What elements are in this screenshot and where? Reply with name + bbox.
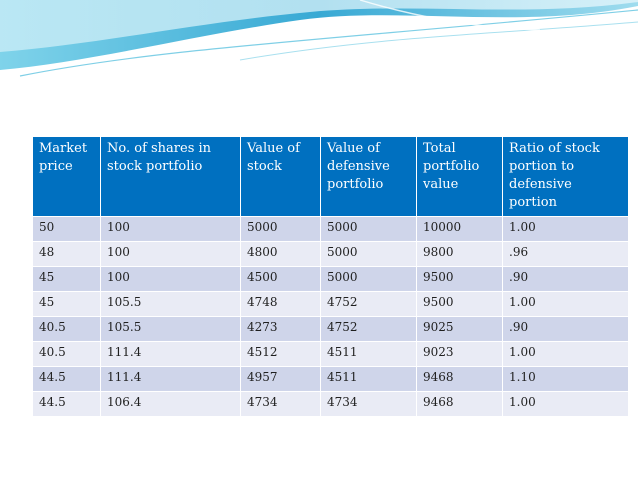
decorative-wave <box>0 0 638 80</box>
header-value-of-stock: Value of stock <box>241 137 321 217</box>
header-value-of-defensive-portfolio: Value of defensive portfolio <box>321 137 417 217</box>
cell-value-of-stock: 4734 <box>241 392 321 417</box>
cell-value-of-stock: 5000 <box>241 217 321 242</box>
cell-shares: 100 <box>101 242 241 267</box>
cell-ratio: 1.00 <box>503 342 629 367</box>
table-row <box>33 217 629 242</box>
table-header-row <box>33 137 629 217</box>
cell-total-value: 10000 <box>417 217 503 242</box>
cell-shares: 100 <box>101 267 241 292</box>
cell-market-price: 45 <box>33 267 101 292</box>
cell-value-of-stock: 4273 <box>241 317 321 342</box>
table-row <box>33 267 629 292</box>
cell-market-price: 40.5 <box>33 342 101 367</box>
cell-ratio: .96 <box>503 242 629 267</box>
cell-ratio: 1.00 <box>503 217 629 242</box>
cell-ratio: 1.10 <box>503 367 629 392</box>
cell-defensive-value: 4511 <box>321 342 417 367</box>
cell-value-of-stock: 4748 <box>241 292 321 317</box>
cell-total-value: 9500 <box>417 292 503 317</box>
cell-defensive-value: 4752 <box>321 292 417 317</box>
header-market-price: Market price <box>33 137 101 217</box>
cell-market-price: 50 <box>33 217 101 242</box>
table-row <box>33 317 629 342</box>
table-row <box>33 392 629 417</box>
cell-shares: 111.4 <box>101 367 241 392</box>
cell-market-price: 48 <box>33 242 101 267</box>
cell-market-price: 45 <box>33 292 101 317</box>
cell-shares: 105.5 <box>101 292 241 317</box>
header-shares-in-stock-portfolio: No. of shares in stock portfolio <box>101 137 241 217</box>
cell-value-of-stock: 4512 <box>241 342 321 367</box>
cell-shares: 100 <box>101 217 241 242</box>
cell-market-price: 44.5 <box>33 367 101 392</box>
cell-total-value: 9500 <box>417 267 503 292</box>
cell-ratio: .90 <box>503 267 629 292</box>
cell-defensive-value: 5000 <box>321 217 417 242</box>
table-row <box>33 367 629 392</box>
cell-defensive-value: 4511 <box>321 367 417 392</box>
cell-value-of-stock: 4957 <box>241 367 321 392</box>
cell-defensive-value: 5000 <box>321 242 417 267</box>
cell-market-price: 44.5 <box>33 392 101 417</box>
cell-value-of-stock: 4500 <box>241 267 321 292</box>
table-row <box>33 342 629 367</box>
cell-shares: 106.4 <box>101 392 241 417</box>
cell-defensive-value: 4752 <box>321 317 417 342</box>
cell-shares: 105.5 <box>101 317 241 342</box>
cell-value-of-stock: 4800 <box>241 242 321 267</box>
cell-total-value: 9468 <box>417 367 503 392</box>
table-row <box>33 292 629 317</box>
cell-defensive-value: 4734 <box>321 392 417 417</box>
cell-total-value: 9023 <box>417 342 503 367</box>
cell-total-value: 9025 <box>417 317 503 342</box>
cell-total-value: 9800 <box>417 242 503 267</box>
portfolio-table <box>32 136 629 417</box>
cell-ratio: 1.00 <box>503 292 629 317</box>
table-row <box>33 242 629 267</box>
cell-total-value: 9468 <box>417 392 503 417</box>
cell-ratio: 1.00 <box>503 392 629 417</box>
cell-market-price: 40.5 <box>33 317 101 342</box>
cell-ratio: .90 <box>503 317 629 342</box>
header-total-portfolio-value: Total portfolio value <box>417 137 503 217</box>
cell-defensive-value: 5000 <box>321 267 417 292</box>
cell-shares: 111.4 <box>101 342 241 367</box>
header-ratio: Ratio of stock portion to defensive portion <box>503 137 629 217</box>
